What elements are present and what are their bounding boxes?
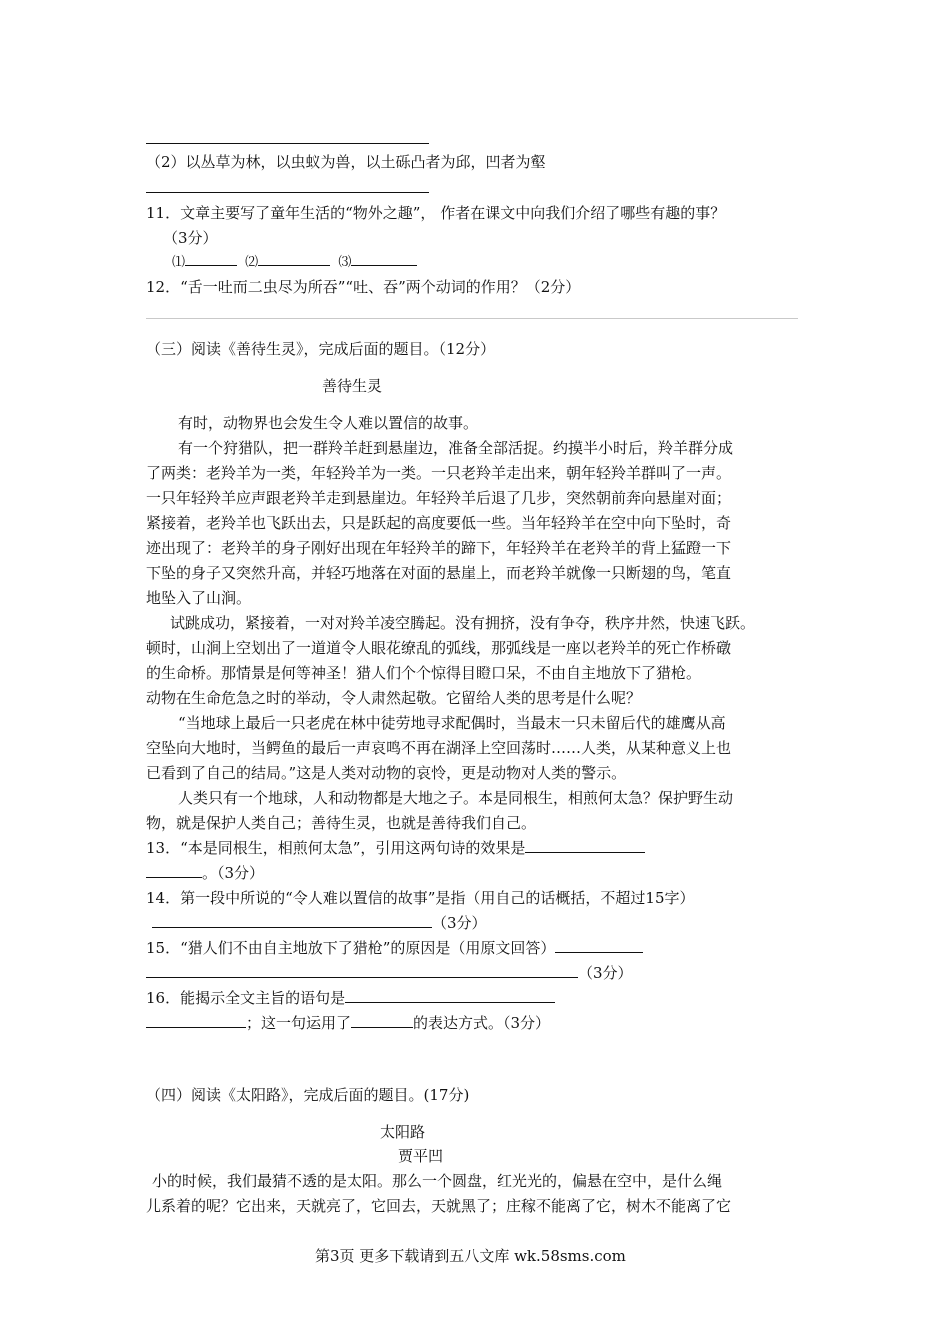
section-3-heading: （三）阅读《善待生灵》，完成后面的题目。（12分） <box>146 340 496 358</box>
paragraph-line: 了两类：老羚羊为一类，年轻羚羊为一类。一只老羚羊走出来，朝年轻羚羊群叫了一声。 <box>146 464 732 482</box>
paragraph-line: 空坠向大地时，当鳄鱼的最后一声哀鸣不再在湖泽上空回荡时……人类，从某种意义上也 <box>146 739 732 757</box>
paragraph-line: 顿时，山涧上空划出了一道道令人眼花缭乱的弧线，那弧线是一座以老羚羊的死亡作桥礅 <box>146 639 732 657</box>
paragraph-line: 人类只有一个地球，人和动物都是大地之子。本是同根生，相煎何太急？保护野生动 <box>178 789 734 807</box>
question-13-text: 13．“本是同根生，相煎何太急”，引用这两句诗的效果是 <box>146 839 526 857</box>
answer-blank <box>555 938 643 953</box>
question-11-line-2: （3分） <box>163 229 218 247</box>
question-11-options <box>172 251 417 273</box>
answer-blank <box>185 251 237 266</box>
question-16-text-3: 的表达方式。（3分） <box>413 1014 551 1032</box>
answer-blank <box>351 251 417 266</box>
question-16 <box>146 988 555 1008</box>
paragraph-line: 试跳成功，紧接着，一对对羚羊凌空腾起。没有拥挤，没有争夺，秩序井然，快速飞跃。 <box>170 614 756 632</box>
paragraph-line: 物，就是保护人类自己；善待生灵，也就是善待我们自己。 <box>146 814 537 832</box>
paragraph-line: “当地球上最后一只老虎在林中徒劳地寻求配偶时，当最末一只未留后代的雄鹰从高 <box>178 714 726 732</box>
question-15-continued <box>146 963 633 983</box>
answer-blank <box>146 963 578 978</box>
question-13-continued <box>146 863 264 883</box>
section-3-title: 善待生灵 <box>322 377 383 395</box>
paragraph-line: 有时，动物界也会发生令人难以置信的故事。 <box>178 414 479 432</box>
answer-blank <box>146 1013 246 1028</box>
option-2-label: ⑵ <box>245 255 259 270</box>
paragraph-line: 儿系着的呢？它出来，天就亮了，它回去，天就黑了；庄稼不能离了它，树木不能离了它 <box>146 1197 732 1215</box>
question-10-part-2: （2）以丛草为林，以虫蚁为兽，以土砾凸者为邱，凹者为壑 <box>146 153 546 171</box>
question-14-score: （3分） <box>432 914 487 932</box>
answer-line <box>146 192 429 193</box>
answer-blank <box>146 863 202 878</box>
answer-line <box>146 143 429 144</box>
question-16-text: 16．能揭示全文主旨的语句是 <box>146 989 346 1007</box>
question-16-continued <box>146 1013 550 1033</box>
question-15-text: 15．“猎人们不由自主地放下了猎枪”的原因是（用原文回答） <box>146 939 556 957</box>
question-13 <box>146 838 645 858</box>
paragraph-line: 一只年轻羚羊应声跟老羚羊走到悬崖边。年轻羚羊后退了几步，突然朝前奔向悬崖对面； <box>146 489 732 507</box>
section-4-title: 太阳路 <box>380 1123 426 1141</box>
question-13-score: 。（3分） <box>202 864 265 882</box>
paragraph-line: 迹出现了：老羚羊的身子刚好出现在年轻羚羊的蹄下，年轻羚羊在老羚羊的背上猛蹬一下 <box>146 539 732 557</box>
paragraph-line: 下坠的身子又突然升高，并轻巧地落在对面的悬崖上，而老羚羊就像一只断翅的鸟，笔直 <box>146 564 732 582</box>
question-11-line-1: 11．文章主要写了童年生活的“物外之趣”， 作者在课文中向我们介绍了哪些有趣的事？ <box>146 204 726 222</box>
question-14-continued <box>152 913 487 933</box>
question-14: 14．第一段中所说的“令人难以置信的故事”是指（用自己的话概括，不超过15字） <box>146 889 695 907</box>
paragraph-line: 有一个狩猎队，把一群羚羊赶到悬崖边，准备全部活捉。约摸半小时后，羚羊群分成 <box>178 439 734 457</box>
answer-blank <box>351 1013 413 1028</box>
answer-blank <box>525 838 645 853</box>
answer-blank <box>345 988 555 1003</box>
paragraph-line: 的生命桥。那情景是何等神圣！猎人们个个惊得目瞪口呆，不由自主地放下了猎枪。 <box>146 664 702 682</box>
page-footer: 第3页 更多下载请到五八文库 wk.58sms.com <box>315 1247 626 1265</box>
paragraph-line: 地坠入了山涧。 <box>146 589 252 607</box>
answer-blank <box>258 251 330 266</box>
question-12: 12．“舌一吐而二虫尽为所吞”“吐、吞”两个动词的作用？（2分） <box>146 278 581 296</box>
section-separator <box>146 318 798 319</box>
paragraph-line: 小的时候，我们最猜不透的是太阳。那么一个圆盘，红光光的，偏悬在空中，是什么绳 <box>152 1172 723 1190</box>
paragraph-line: 已看到了自己的结局。”这是人类对动物的哀怜，更是动物对人类的警示。 <box>146 764 627 782</box>
section-4-author: 贾平凹 <box>398 1147 444 1165</box>
question-16-text-2: ；这一句运用了 <box>246 1014 352 1032</box>
paragraph-line: 紧接着，老羚羊也飞跃出去，只是跃起的高度要低一些。当年轻羚羊在空中向下坠时，奇 <box>146 514 732 532</box>
question-15 <box>146 938 643 958</box>
option-1-label: ⑴ <box>172 255 186 270</box>
section-4-heading: （四）阅读《太阳路》，完成后面的题目。(17分) <box>146 1086 470 1104</box>
paragraph-line: 动物在生命危急之时的举动，令人肃然起敬。它留给人类的思考是什么呢？ <box>146 689 642 707</box>
question-15-score: （3分） <box>578 964 633 982</box>
option-3-label: ⑶ <box>338 255 352 270</box>
answer-blank <box>152 913 432 928</box>
